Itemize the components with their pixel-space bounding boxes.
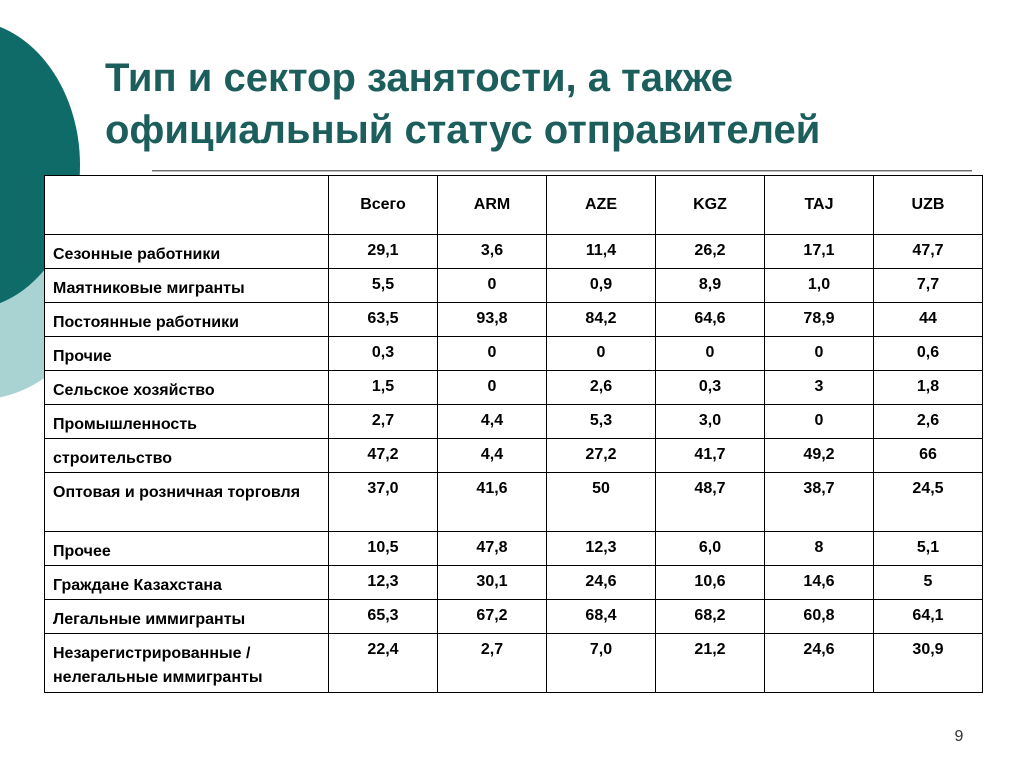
table-cell: 27,2 (547, 439, 656, 473)
title-divider (152, 170, 972, 172)
table-cell: 2,6 (874, 405, 983, 439)
table-cell: 5,3 (547, 405, 656, 439)
table-cell: 8,9 (656, 269, 765, 303)
table-cell: 68,4 (547, 600, 656, 634)
slide-title-line-1: Тип и сектор занятости, а также (105, 56, 734, 100)
column-header-kgz: KGZ (656, 176, 765, 235)
table-row (45, 473, 983, 532)
table-cell: 1,8 (874, 371, 983, 405)
table-cell: 30,1 (438, 566, 547, 600)
table-cell: 0 (438, 371, 547, 405)
column-header-total: Всего (329, 176, 438, 235)
table-cell: 4,4 (438, 439, 547, 473)
table-cell: 5,1 (874, 532, 983, 566)
table-row (45, 337, 983, 371)
table-cell: 2,7 (438, 634, 547, 693)
table-cell: 63,5 (329, 303, 438, 337)
table-cell: 0 (656, 337, 765, 371)
table-cell: 14,6 (765, 566, 874, 600)
table-cell: 38,7 (765, 473, 874, 532)
column-header-uzb: UZB (874, 176, 983, 235)
row-label: Промышленность (45, 405, 329, 439)
table-cell: 66 (874, 439, 983, 473)
page-number: 9 (954, 728, 964, 745)
table-row (45, 235, 983, 269)
table-cell: 3,6 (438, 235, 547, 269)
table-cell: 67,2 (438, 600, 547, 634)
table-cell: 65,3 (329, 600, 438, 634)
table-row (45, 405, 983, 439)
table-cell: 48,7 (656, 473, 765, 532)
row-label: Прочие (45, 337, 329, 371)
table-cell: 1,0 (765, 269, 874, 303)
table-cell: 2,6 (547, 371, 656, 405)
row-label: Оптовая и розничная торговля (45, 473, 329, 532)
table-cell: 7,0 (547, 634, 656, 693)
table-corner-cell (45, 176, 329, 235)
table-cell: 44 (874, 303, 983, 337)
table-row (45, 566, 983, 600)
table-cell: 93,8 (438, 303, 547, 337)
table-row (45, 439, 983, 473)
table-cell: 47,2 (329, 439, 438, 473)
table-cell: 50 (547, 473, 656, 532)
column-header-taj: TAJ (765, 176, 874, 235)
table-cell: 24,6 (547, 566, 656, 600)
table-row (45, 634, 983, 693)
row-label: Граждане Казахстана (45, 566, 329, 600)
slide-title (105, 52, 985, 156)
table-cell: 2,7 (329, 405, 438, 439)
table-cell: 84,2 (547, 303, 656, 337)
table-cell: 10,5 (329, 532, 438, 566)
table-cell: 0,3 (329, 337, 438, 371)
table-row (45, 269, 983, 303)
table-cell: 6,0 (656, 532, 765, 566)
slide-title-line-2: официальный статус отправителей (105, 108, 821, 152)
column-header-aze: AZE (547, 176, 656, 235)
table-body (45, 235, 983, 693)
row-label: Сезонные работники (45, 235, 329, 269)
table-cell: 60,8 (765, 600, 874, 634)
table-cell: 11,4 (547, 235, 656, 269)
table-cell: 49,2 (765, 439, 874, 473)
row-label: Постоянные работники (45, 303, 329, 337)
table-header-row (45, 176, 983, 235)
table-cell: 41,6 (438, 473, 547, 532)
row-label: строительство (45, 439, 329, 473)
row-label: Сельское хозяйство (45, 371, 329, 405)
table-cell: 37,0 (329, 473, 438, 532)
table-cell: 41,7 (656, 439, 765, 473)
table-cell: 8 (765, 532, 874, 566)
table-cell: 47,7 (874, 235, 983, 269)
table-cell: 0 (438, 337, 547, 371)
table-cell: 64,6 (656, 303, 765, 337)
table-cell: 24,6 (765, 634, 874, 693)
table-cell: 5 (874, 566, 983, 600)
table-cell: 17,1 (765, 235, 874, 269)
table-row (45, 532, 983, 566)
table-cell: 0,6 (874, 337, 983, 371)
row-label: Легальные иммигранты (45, 600, 329, 634)
row-label: Маятниковые мигранты (45, 269, 329, 303)
table-cell: 0 (438, 269, 547, 303)
table-row (45, 371, 983, 405)
table-cell: 26,2 (656, 235, 765, 269)
employment-table (44, 175, 983, 693)
table-cell: 22,4 (329, 634, 438, 693)
table-cell: 12,3 (329, 566, 438, 600)
table-cell: 68,2 (656, 600, 765, 634)
table-cell: 1,5 (329, 371, 438, 405)
table-cell: 30,9 (874, 634, 983, 693)
table-cell: 78,9 (765, 303, 874, 337)
table-cell: 21,2 (656, 634, 765, 693)
column-header-arm: ARM (438, 176, 547, 235)
table-cell: 47,8 (438, 532, 547, 566)
table-cell: 5,5 (329, 269, 438, 303)
table-cell: 0 (547, 337, 656, 371)
table-cell: 24,5 (874, 473, 983, 532)
table-cell: 3 (765, 371, 874, 405)
table-cell: 12,3 (547, 532, 656, 566)
table-row (45, 600, 983, 634)
table-cell: 64,1 (874, 600, 983, 634)
table-cell: 0,3 (656, 371, 765, 405)
row-label: Незарегистрированные / нелегальные иммигранты (45, 634, 329, 693)
table-cell: 29,1 (329, 235, 438, 269)
table-cell: 3,0 (656, 405, 765, 439)
table-cell: 0 (765, 405, 874, 439)
table-cell: 0,9 (547, 269, 656, 303)
table-cell: 7,7 (874, 269, 983, 303)
table-cell: 0 (765, 337, 874, 371)
table-cell: 10,6 (656, 566, 765, 600)
table-cell: 4,4 (438, 405, 547, 439)
table-row (45, 303, 983, 337)
row-label: Прочее (45, 532, 329, 566)
